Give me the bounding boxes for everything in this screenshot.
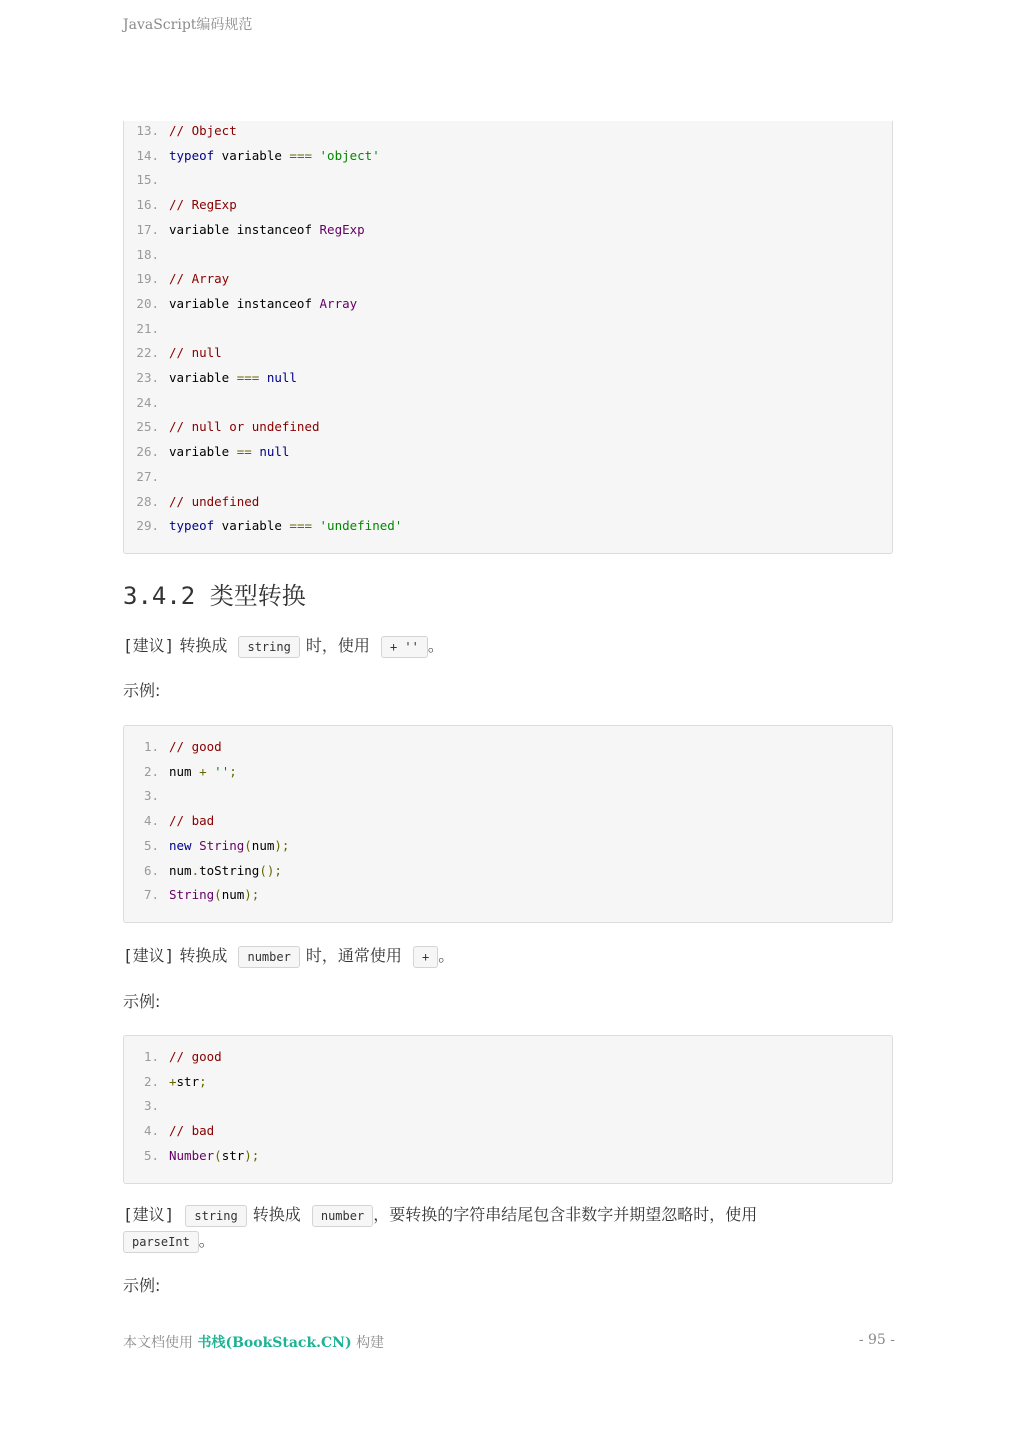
code-text [169,493,259,511]
code-token: typeof [169,147,215,163]
line-number: 4. [143,813,159,829]
code-text [169,443,289,461]
line-number: 3. [143,1098,159,1114]
code-text [169,369,297,387]
code-token: '' [214,763,230,779]
code-token: ( [214,1147,222,1163]
code-token: num [169,862,192,878]
code-token: ; [229,763,237,779]
code-text [169,1122,214,1140]
code-token: // null or undefined [169,419,320,435]
code-text [169,295,357,313]
code-token: . [191,862,200,878]
rule-tag: [建议] [123,946,175,965]
code-token: ; [199,1073,207,1089]
line-number: 5. [143,1147,159,1163]
code-token: // undefined [169,493,260,509]
code-token: === [236,370,260,385]
line-number: 17. [136,221,159,237]
code-text [169,812,214,830]
inline-code: string [238,636,299,658]
code-text [169,837,289,855]
code-token: variable [169,370,237,385]
inline-code: + [413,946,438,968]
code-text [169,862,282,880]
code-text [169,221,365,239]
code-token [312,518,320,533]
code-token: + [169,1073,177,1089]
code-token: toString [199,862,260,878]
code-token: == [236,444,252,460]
footer-suffix: 构建 [356,1335,385,1351]
code-token: ( [214,887,222,903]
example-label: 示例: [123,1276,161,1295]
rule-end: 。 [198,1231,215,1250]
line-number: 20. [136,295,159,311]
rule-parseint [123,1202,903,1254]
line-number: 15. [136,172,159,188]
code-text [169,1147,259,1165]
line-number: 26. [136,444,159,460]
code-token: RegExp [319,221,365,237]
rule-end: 。 [438,946,455,965]
line-number: 1. [143,1049,159,1064]
code-token: ); [274,837,290,853]
code-token: str [176,1073,200,1089]
code-token: // Array [169,271,230,287]
code-block-type-checks [123,121,893,554]
code-token: // null [169,345,222,361]
line-number: 13. [136,123,159,138]
code-token: String [169,887,215,903]
rule-text: ，要转换的字符串结尾包含非数字并期望忽略时，使用 [373,1205,758,1224]
code-text [169,886,259,904]
code-token [259,370,267,385]
line-number: 14. [136,147,159,163]
code-token: new [169,837,192,853]
line-number: 23. [136,370,159,385]
code-text [169,196,237,214]
line-number: 2. [143,763,159,779]
code-token: variable [169,444,237,460]
example-label: 示例: [123,992,161,1011]
line-number: 28. [136,493,159,509]
rule-end: 。 [427,636,444,655]
code-token: num [169,763,200,779]
rule-number-conversion [123,943,454,968]
footer-credit [123,1332,384,1352]
rule-text: 转换成 [252,1205,301,1224]
line-number: 4. [143,1123,159,1139]
line-number: 29. [136,518,159,534]
line-number: 7. [143,887,159,903]
code-token: num [251,837,275,853]
line-number: 5. [143,837,159,853]
code-token: variable [214,518,290,534]
code-token: 'object' [319,147,380,163]
line-number: 3. [143,788,159,804]
code-token: // bad [169,1123,215,1139]
code-text [169,418,320,436]
code-text [169,738,222,756]
code-token: // RegExp [169,197,237,213]
code-token: variable [214,147,290,163]
line-number: 16. [136,197,159,213]
code-token: ( [244,837,252,853]
rule-text: 时，使用 [305,636,370,655]
code-token: null [266,370,297,385]
inline-code: + '' [381,636,428,658]
code-text [169,344,222,362]
code-token: // good [169,739,222,754]
code-text [169,147,380,165]
code-token: typeof [169,518,215,534]
line-number: 27. [136,468,159,484]
code-token: (); [259,862,282,878]
code-token: // bad [169,813,215,829]
rule-tag: [建议] [123,636,175,655]
rule-text: 转换成 [179,636,228,655]
code-token: // good [169,1049,222,1064]
code-token: num [221,887,245,903]
line-number: 2. [143,1073,159,1089]
inline-code: number [312,1205,373,1227]
line-number: 18. [136,246,159,262]
inline-code: string [185,1205,246,1227]
code-token: variable instanceof [169,295,320,311]
code-text [169,270,229,288]
code-token: 'undefined' [319,518,403,534]
footer-prefix: 本文档使用 [123,1335,193,1351]
line-number: 6. [143,862,159,878]
line-number: 1. [143,739,159,754]
running-header: JavaScript编码规范 [123,17,253,33]
line-number: 19. [136,271,159,287]
code-token: // Object [169,123,237,138]
inline-code: parseInt [123,1231,199,1253]
code-token [312,148,320,163]
code-text [169,122,237,140]
code-token [192,838,200,853]
rule-text: 转换成 [179,946,228,965]
code-token: variable instanceof [169,221,320,237]
code-token: str [221,1147,245,1163]
rule-tag: [建议] [123,1205,175,1224]
code-token: === [289,518,312,534]
code-token: Array [319,295,358,311]
code-token: null [259,444,290,460]
page-number: - 95 - [858,1332,895,1348]
code-text [169,1048,222,1066]
code-token: Number [169,1147,215,1163]
code-token: + [199,763,207,779]
line-number: 24. [136,394,159,410]
inline-code: number [238,946,299,968]
code-text [169,517,402,535]
code-token: ); [244,1147,260,1163]
bookstack-link[interactable]: 书栈(BookStack.CN) [197,1335,352,1351]
rule-text: 时，通常使用 [305,946,402,965]
code-token: String [199,837,245,853]
line-number: 21. [136,320,159,336]
code-block-string-conversion [123,725,893,923]
line-number: 22. [136,345,159,361]
code-text [169,763,237,781]
code-token: ); [244,887,260,903]
rule-string-conversion [123,633,444,658]
code-block-number-conversion [123,1035,893,1184]
code-text [169,1073,207,1091]
line-number: 25. [136,419,159,435]
example-label: 示例: [123,681,161,700]
code-token: === [289,147,312,163]
section-title: 3.4.2 类型转换 [123,582,306,610]
